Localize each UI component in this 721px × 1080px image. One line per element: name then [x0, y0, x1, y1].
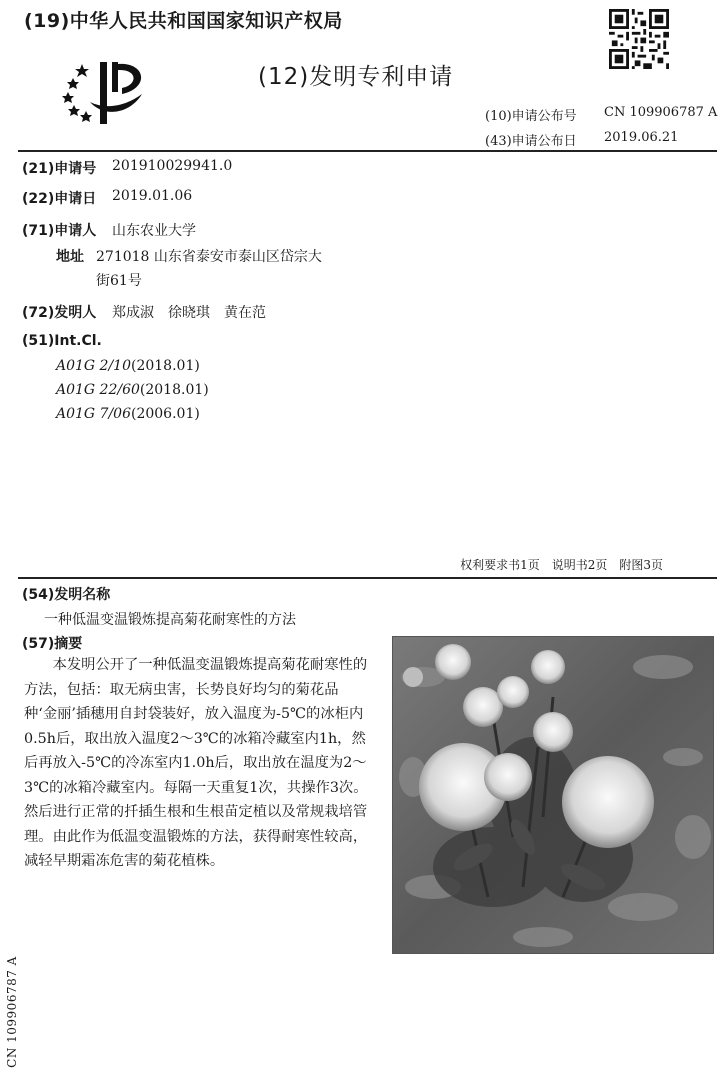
application-number: 201910029941.0: [112, 158, 233, 174]
ipc-entry: [56, 382, 209, 398]
ipc-code: A01G 2/10: [56, 358, 131, 374]
ipc-label: (51)Int.Cl.: [22, 333, 102, 349]
publication-number: CN 109906787 A: [604, 105, 718, 120]
section-divider: [18, 577, 717, 579]
publication-number-label: (10)申请公布号: [485, 109, 577, 124]
applicant-label: (71)申请人: [22, 223, 97, 239]
ipc-code: A01G 22/60: [56, 382, 140, 398]
publication-date: 2019.06.21: [604, 130, 679, 145]
abstract-label: (57)摘要: [22, 636, 83, 652]
address-line-2: 街61号: [96, 273, 142, 289]
ipc-entry: [56, 358, 200, 374]
document-type: (12)发明专利申请: [258, 64, 454, 90]
filing-date: 2019.01.06: [112, 188, 193, 204]
publication-date-label: (43)申请公布日: [485, 134, 577, 149]
inventors-label: (72)发明人: [22, 305, 97, 321]
inventors: 郑成淑 徐晓琪 黄在范: [112, 305, 266, 321]
invention-title: 一种低温变温锻炼提高菊花耐寒性的方法: [44, 612, 296, 628]
address-line-1: 271018 山东省泰安市泰山区岱宗大: [96, 249, 322, 265]
header-divider: [18, 150, 717, 152]
cnipa-logo: [60, 58, 152, 130]
qr-code: [609, 9, 669, 69]
page-count-info: 权利要求书1页 说明书2页 附图3页: [460, 558, 663, 572]
ipc-entry: [56, 406, 200, 422]
filing-date-label: (22)申请日: [22, 191, 97, 207]
chrysanthemum-photo: [392, 636, 714, 954]
address-label: 地址: [56, 249, 84, 265]
side-publication-number: CN 109906787 A: [4, 956, 19, 1068]
ipc-version: (2018.01): [139, 382, 209, 398]
applicant: 山东农业大学: [112, 223, 196, 239]
office-name: (19)中华人民共和国国家知识产权局: [24, 10, 343, 32]
application-number-label: (21)申请号: [22, 161, 97, 177]
ipc-version: (2018.01): [131, 358, 200, 374]
abstract-text: 本发明公开了一种低温变温锻炼提高菊花耐寒性的方法，包括：取无病虫害，长势良好均匀的菊花品种‘金丽’插穗用自封袋装好，放入温度为-5℃的冰柜内0.5h后，取出放入温度2～3℃的冰箱冷藏室内1h，然后再放入-5℃的冷冻室内1.0h后，取出放在温度为2～3℃的冰箱冷藏室内。每隔一天重复1次，共操作3次。然后进行正常的扦插生根和生根苗定植以及常规栽培管理。由此作为低温变温锻炼的方法，获得耐寒性较高，减轻早期霜冻危害的菊花植株。: [24, 657, 368, 869]
title-label: (54)发明名称: [22, 587, 111, 603]
ipc-version: (2006.01): [131, 406, 200, 422]
ipc-code: A01G 7/06: [56, 406, 131, 422]
